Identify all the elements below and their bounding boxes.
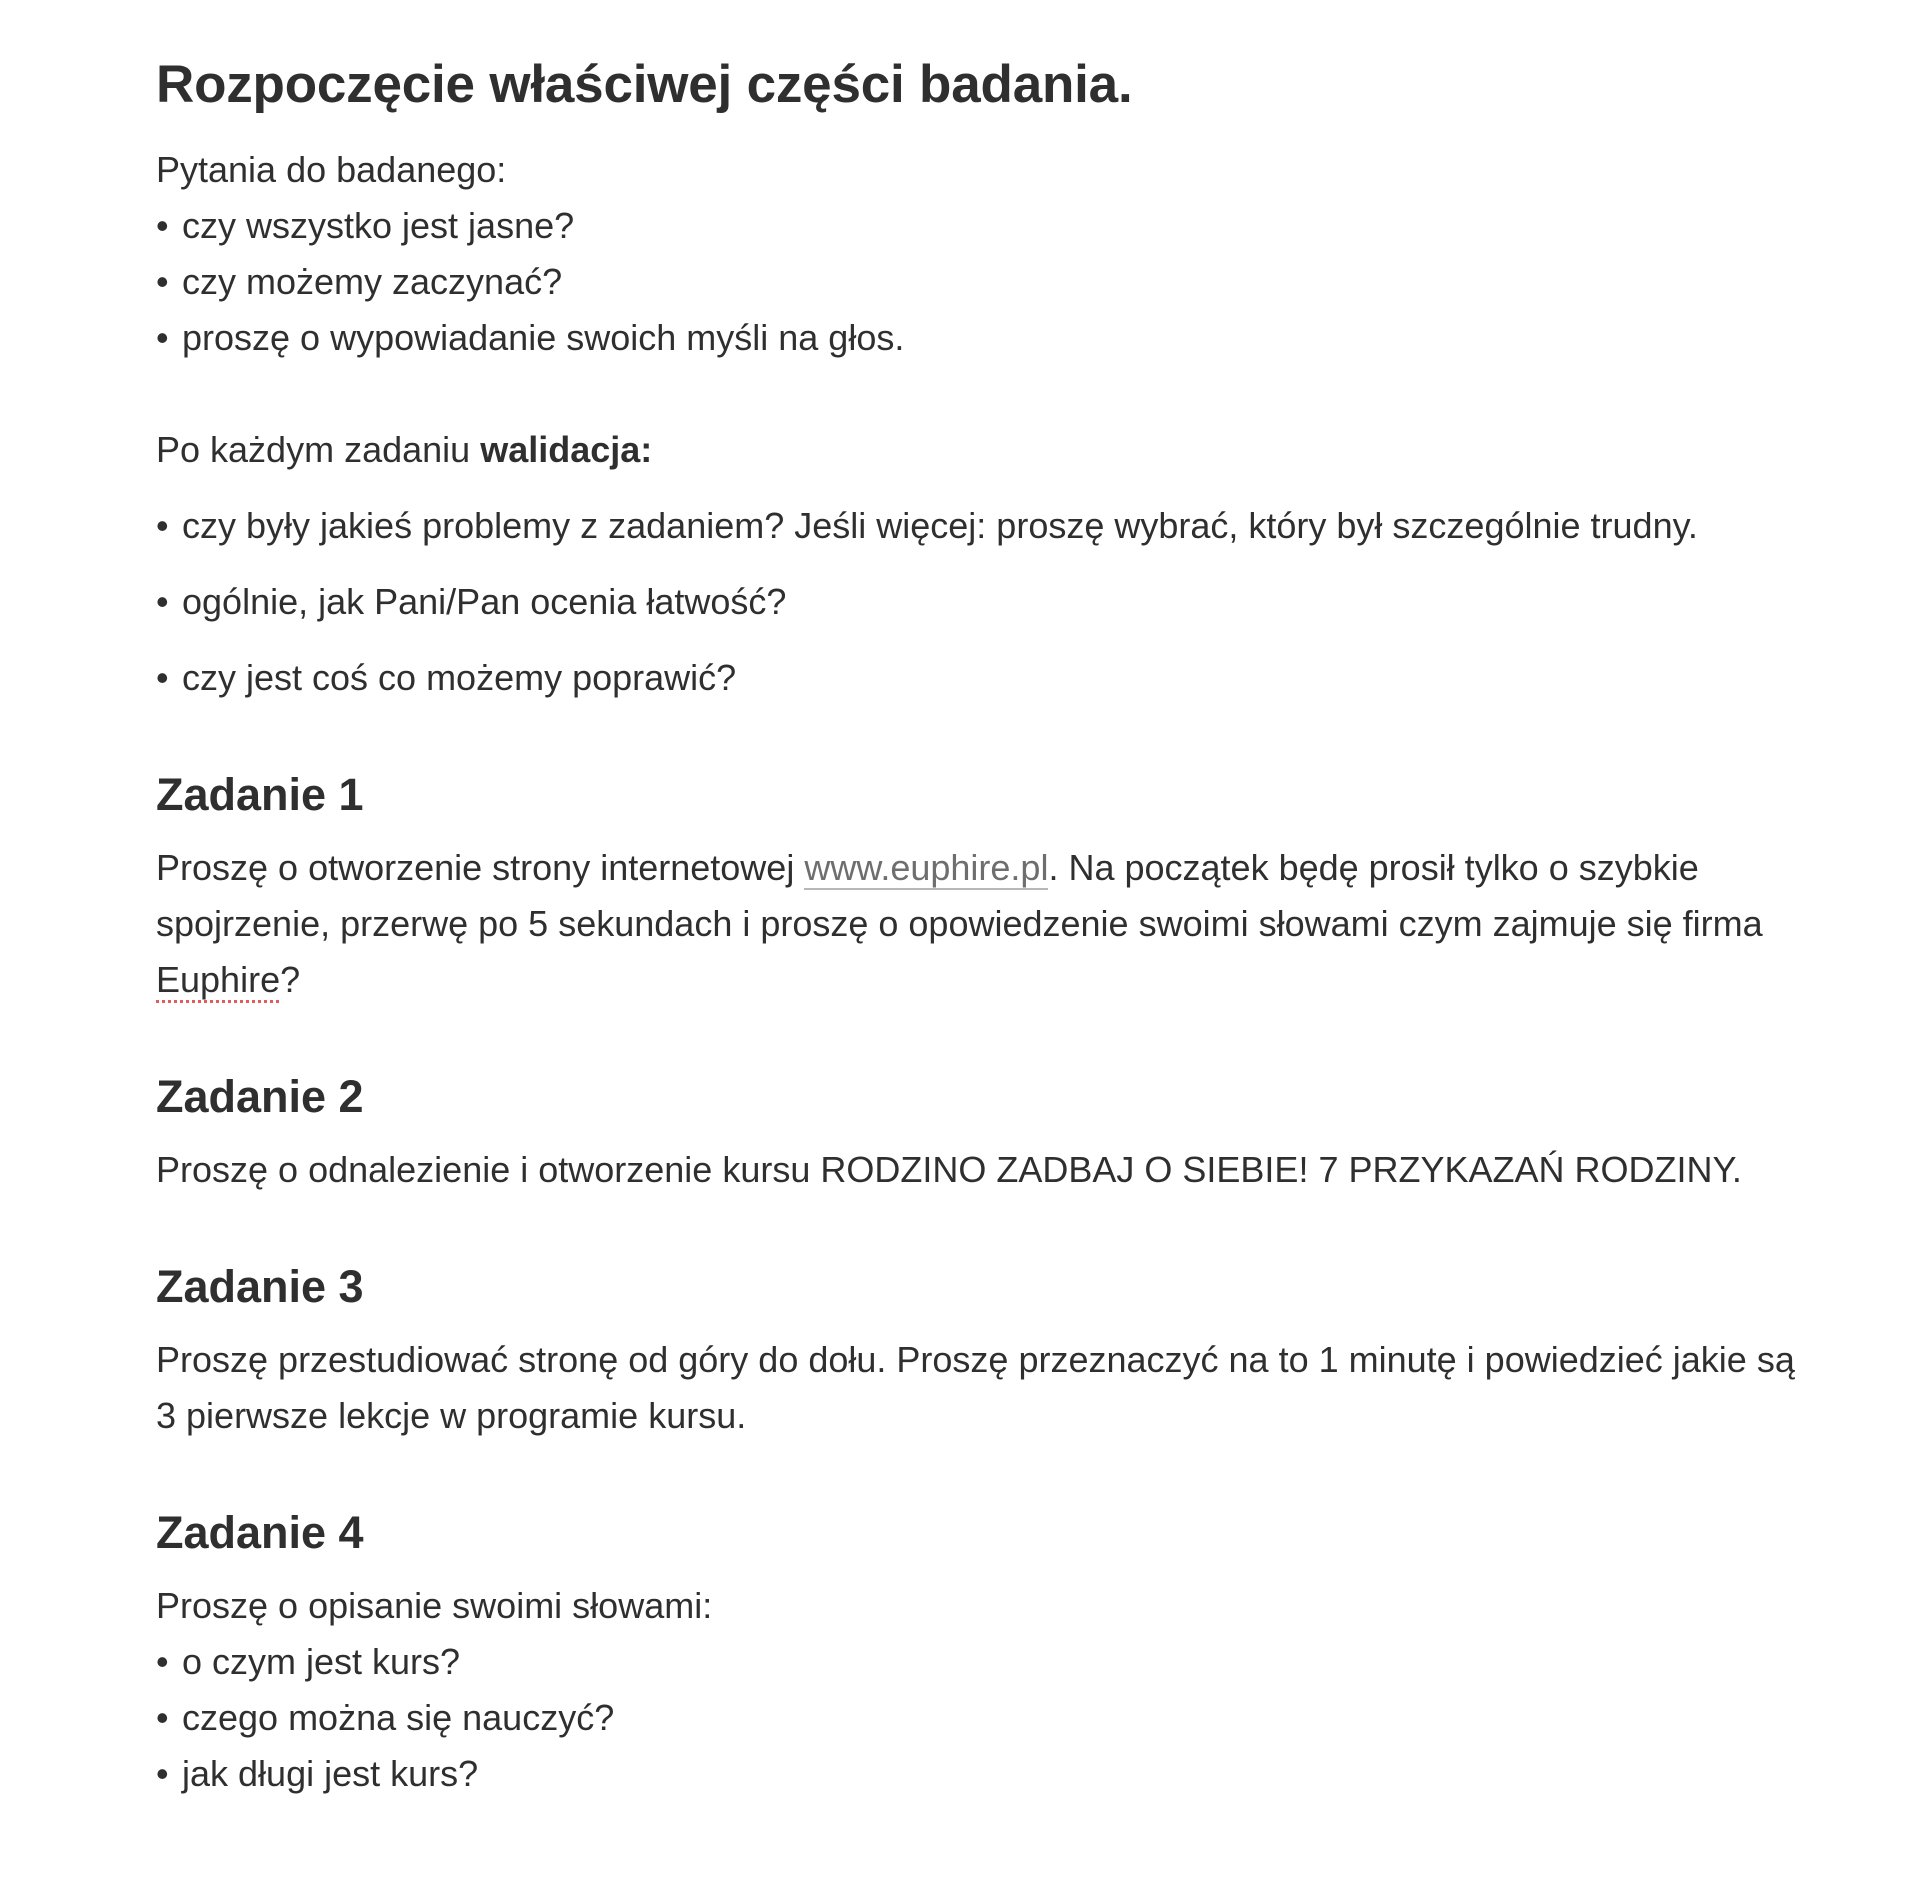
intro-item: • proszę o wypowiadanie swoich myśli na głos. bbox=[156, 310, 1816, 366]
task-2-heading: Zadanie 2 bbox=[156, 1071, 364, 1122]
spacer bbox=[156, 1008, 1816, 1066]
validation-item: • czy jest coś co możemy poprawić? bbox=[156, 650, 1816, 706]
task-1-text bbox=[156, 840, 1816, 1008]
task-4-item: • o czym jest kurs? bbox=[156, 1634, 1816, 1690]
task-1-text-start: Proszę o otworzenie strony internetowej bbox=[156, 847, 805, 888]
task-3-heading: Zadanie 3 bbox=[156, 1261, 364, 1312]
euphire-link[interactable]: www.euphire.pl bbox=[804, 847, 1049, 888]
task-1-text-end: ? bbox=[280, 959, 301, 1000]
spacer bbox=[156, 1444, 1816, 1502]
validation-lead-bold: walidacja: bbox=[480, 429, 653, 470]
intro-item: • czy wszystko jest jasne? bbox=[156, 198, 1816, 254]
misspelled-word: Euphire bbox=[156, 959, 281, 1000]
task-4-item: • czego można się nauczyć? bbox=[156, 1690, 1816, 1746]
task-1-heading: Zadanie 1 bbox=[156, 769, 364, 820]
validation-lead bbox=[156, 422, 1816, 478]
task-2-text: Proszę o odnalezienie i otworzenie kursu RODZINO ZADBAJ O SIEBIE! 7 PRZYKAZAŃ RODZINY. bbox=[156, 1149, 1742, 1190]
task-4-heading: Zadanie 4 bbox=[156, 1507, 364, 1558]
spacer bbox=[156, 478, 1816, 498]
validation-lead-text: Po każdym zadaniu bbox=[156, 429, 481, 470]
validation-item: • ogólnie, jak Pani/Pan ocenia łatwość? bbox=[156, 574, 1816, 630]
task-3-text: Proszę przestudiować stronę od góry do dołu. Proszę przeznaczyć na to 1 minutę i powiedzieć jakie są 3 pierwsze lekcje w programie kursu. bbox=[156, 1339, 1795, 1436]
task-1-text-middle: . Na początek będę prosił tylko o szybkie spojrzenie, przerwę po 5 sekundach i proszę o opowiedzenie swoimi słowami czym zajmuje się firma bbox=[156, 847, 1763, 944]
document-content bbox=[156, 48, 1816, 1802]
validation-item: • czy były jakieś problemy z zadaniem? Jeśli więcej: proszę wybrać, który był szczególnie trudny. bbox=[156, 498, 1816, 554]
spacer bbox=[156, 630, 1816, 650]
task-4-item: • jak długi jest kurs? bbox=[156, 1746, 1816, 1802]
spacer bbox=[156, 706, 1816, 764]
page-title: Rozpoczęcie właściwej części badania. bbox=[156, 55, 1133, 114]
spacer bbox=[156, 1198, 1816, 1256]
task-4-lead: Proszę o opisanie swoimi słowami: bbox=[156, 1585, 713, 1626]
intro-lead: Pytania do badanego: bbox=[156, 149, 507, 190]
spacer bbox=[156, 554, 1816, 574]
spacer bbox=[156, 366, 1816, 422]
intro-item: • czy możemy zaczynać? bbox=[156, 254, 1816, 310]
